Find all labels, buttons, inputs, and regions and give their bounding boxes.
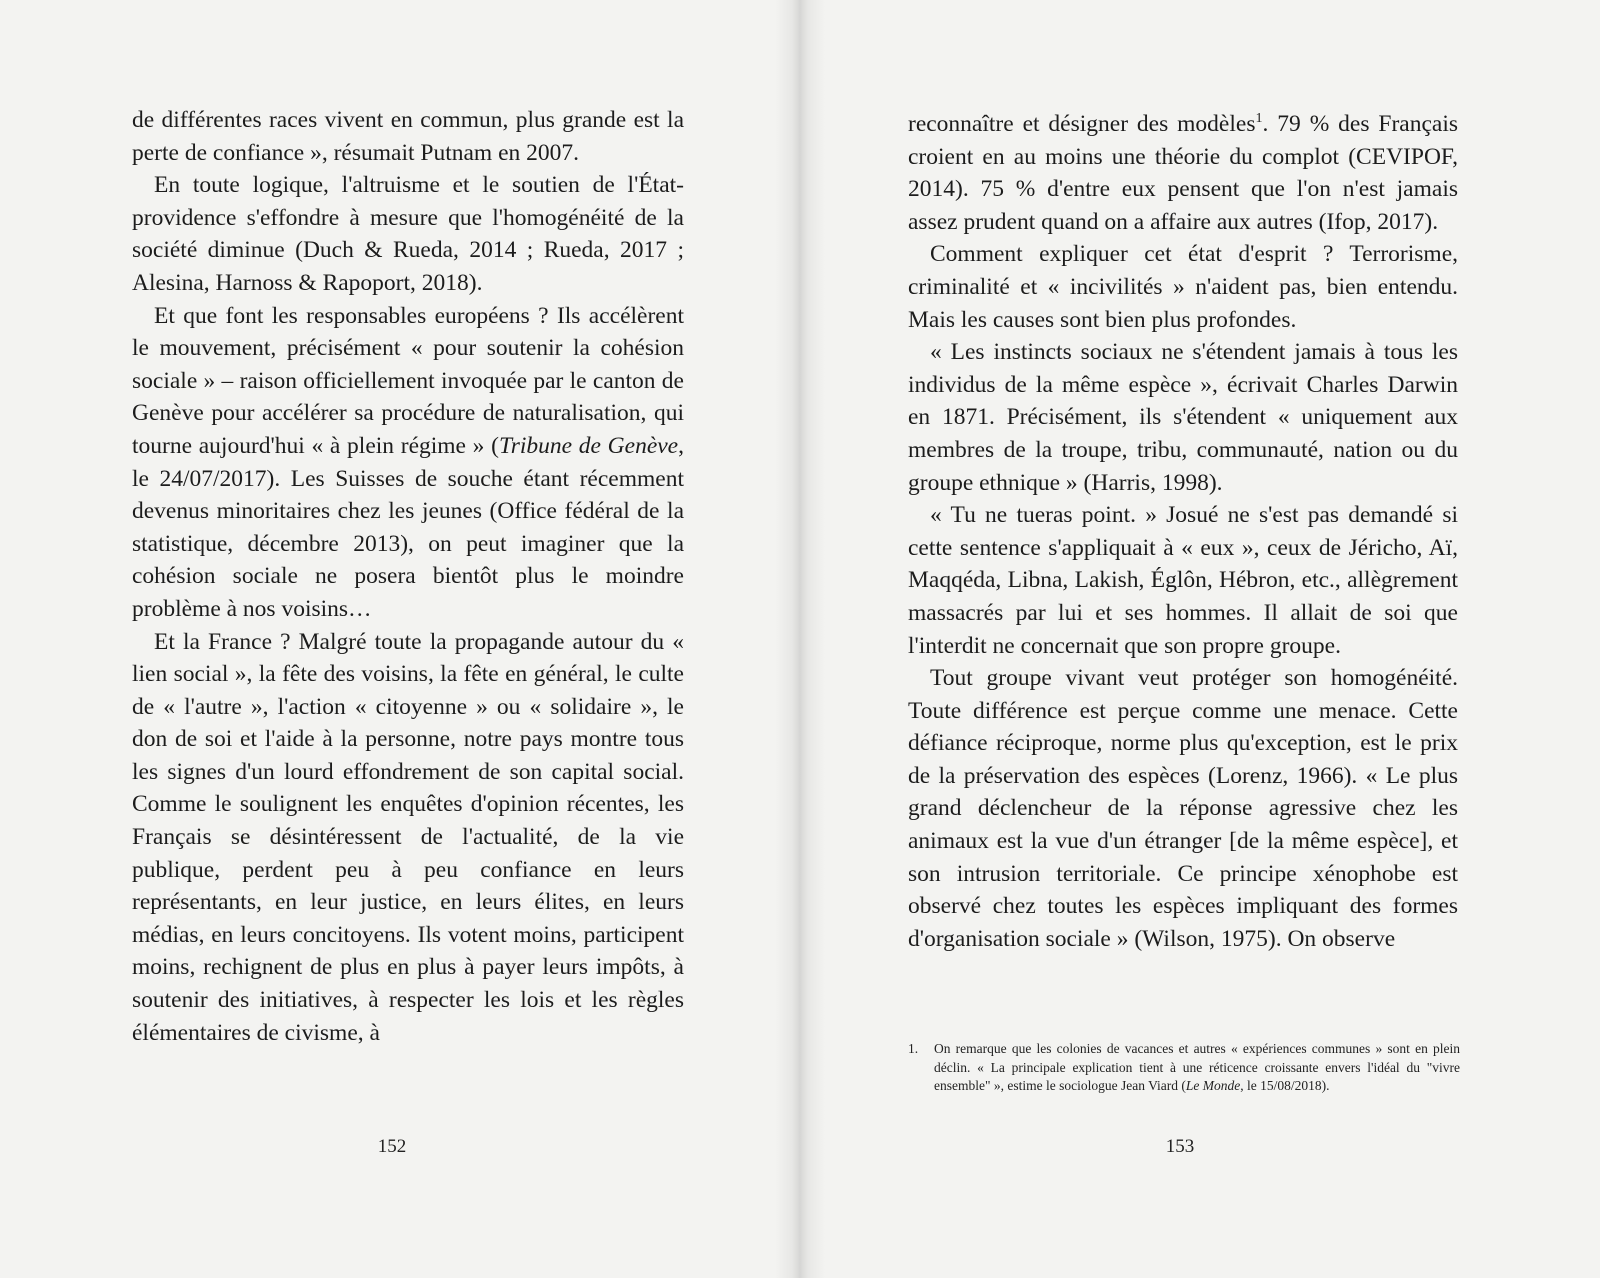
right-page bbox=[800, 0, 1600, 1278]
paragraph bbox=[132, 300, 684, 626]
paragraph: Et la France ? Malgré toute la propagande autour du « lien social », la fête des voisins, la fête en général, le culte de « l'autre », l'action « citoyenne » ou « solidaire », le don de soi et l'aide à la personne, notre pays montre tous les signes d'un lourd effondrement de son capital social. Comme le soulignent les enquêtes d'opinion récentes, les Français se désintéressent de l'actualité, de la vie publique, perdent peu à peu confiance en leurs représentants, en leur justice, en leurs élites, en leurs médias, en leurs concitoyens. Ils votent moins, participent moins, rechignent de plus en plus à payer leurs impôts, à soutenir des initiatives, à respecter les lois et les règles élémentaires de civisme, à bbox=[132, 628, 684, 1046]
newspaper-title: Tribune de Genève bbox=[498, 432, 679, 459]
paragraph: « Tu ne tueras point. » Josué ne s'est pas demandé si cette sentence s'appliquait à « eux », ceux de Jéricho, Aï, Maqqéda, Libna, Lakish, Églôn, Hébron, etc., allègrement massacrés par lui et ses hommes. Il allait de soi que l'interdit ne concernait que son propre groupe. bbox=[908, 502, 1458, 659]
left-page-body bbox=[132, 104, 684, 1049]
paragraph-text: . 79 % des Français croient en au moins une théorie du complot (CEVIPOF, 2014). 75 % d'entre eux pensent que l'on n'est jamais assez prudent quand on a affaire aux autres (Ifop, 2017). bbox=[908, 111, 1458, 235]
footnote-source: Le Monde bbox=[1185, 1078, 1241, 1093]
paragraph bbox=[908, 108, 1458, 238]
left-page bbox=[0, 0, 790, 1278]
footnote-text: , le 15/08/2018). bbox=[1240, 1078, 1330, 1093]
paragraph-text: reconnaître et désigner des modèles bbox=[908, 111, 1256, 137]
paragraph: Comment expliquer cet état d'esprit ? Terrorisme, criminalité et « incivilités » n'aident pas, bien entendu. Mais les causes sont bien plus profondes. bbox=[908, 241, 1458, 333]
paragraph-text: , le 24/07/2017). Les Suisses de souche étant récemment devenus minoritaires chez les jeunes (Office fédéral de la statistique, décembre 2013), on peut imaginer que la cohésion sociale ne posera bientôt plus le moindre problème à nos voisins… bbox=[132, 432, 684, 622]
footnote-text: On remarque que les colonies de vacances et autres « expériences communes » sont en plein déclin. « La principale explication tient à une réticence croissante envers l'idéal du "vivre ensemble" », estime le sociologue Jean Viard ( bbox=[934, 1041, 1460, 1093]
page-number: 153 bbox=[1165, 1136, 1195, 1157]
paragraph: « Les instincts sociaux ne s'étendent jamais à tous les individus de la même espèce », écrivait Charles Darwin en 1871. Précisément, ils s'étendent « uniquement aux membres de la troupe, tribu, communauté, nation ou du groupe ethnique » (Harris, 1998). bbox=[908, 339, 1458, 496]
paragraph: En toute logique, l'altruisme et le soutien de l'État-providence s'effondre à mesure que l'homogénéité de la société diminue (Duch & Rueda, 2014 ; Rueda, 2017 ; Alesina, Harnoss & Rapoport, 2018). bbox=[132, 172, 684, 296]
paragraph: Tout groupe vivant veut protéger son homogénéité. Toute différence est perçue comme une menace. Cette défiance réciproque, norme plus qu'exception, est le prix de la préservation des espèces (Lorenz, 1966). « Le plus grand déclencheur de la réponse agressive chez les animaux est la vue d'un étranger [de la même espèce], et son intrusion territoriale. Ce principe xénophobe est observé chez toutes les espèces impliquant des formes d'organisation sociale » (Wilson, 1975). On observe bbox=[908, 665, 1458, 952]
footnote bbox=[908, 1040, 1460, 1096]
footnote-mark: 1. bbox=[908, 1041, 919, 1056]
paragraph-text: Et que font les responsables européens ? Ils accélèrent le mouvement, précisément « pour soutenir la cohésion sociale » – raison officiellement invoquée par le canton de Genève pour accélérer sa procédure de naturalisation, qui tourne aujourd'hui « à plein régime » ( bbox=[132, 302, 684, 459]
page-number: 152 bbox=[377, 1136, 407, 1157]
right-page-body bbox=[908, 108, 1458, 955]
paragraph: de différentes races vivent en commun, plus grande est la perte de confiance », résumait Putnam en 2007. bbox=[132, 107, 684, 166]
footnote-reference: 1 bbox=[1255, 110, 1263, 127]
